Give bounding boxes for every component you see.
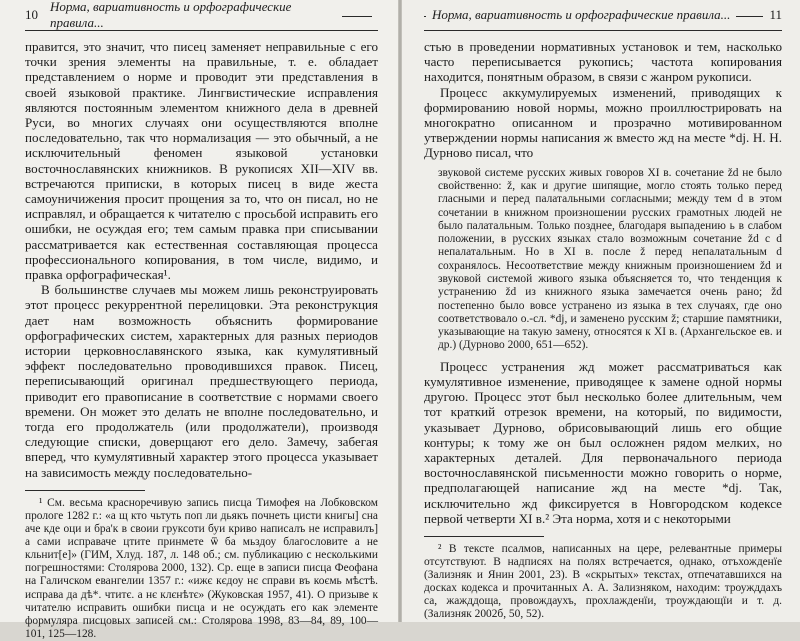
right-body-top [424,39,782,161]
header-rule-right [736,16,763,17]
footnote-rule [424,536,544,537]
footnote-1: ¹ См. весьма красноречивую запись писца Тимофея на Лобковском прологе 1282 г.: «а щ кто чьтуть поп ли дьякъ почнеть цисти книгы] сна аче кде оци и бра'к в своии груксоти буи криво написалъ не исправилъ] а сами исправаче цтите принмете ѿ ба мьздоу благословите а не кльнит[е]» (ГИМ, Хлуд. 187, л. 148 об.; см. публикацию с несколькими погрешностями: Столярова 2000, 132). Ср. еще в записи писца Феофана на Галичском евангелии 1357 г.: «ижє кєдоу нє справи въ коємь мѣстѣ. исправа да дѣ*. чтитє. а нє клєнѣтє» (Жуковская 1957, 41). О призыве к читателю исправить ошибки писца и не осуждать его как элементе формуляра писцовых записей см.: Столярова 1998, 83—84, 89, 100—101, 125—128. [25,496,378,640]
footnote-2: ² В тексте псалмов, написанных на цере, релевантные примеры отсутствуют. В надписях на полях встречается, однако, отъхожденїе (Зализняк и Янин 2001, 23). В «скрытых» текстах, отпечатавшихся на досках кодекса и прочитанных А. А. Зализняком, находим: троужддахъ са, жажддоща, провождаухъ, прохлажденїи, троуждающїи и т. д. (Зализняк 2002б, 50, 52). [424,543,782,621]
footnote-rule [25,490,145,491]
page-number-left: 10 [25,7,38,22]
page-number-right: 11 [769,7,782,22]
paragraph: В большинстве случаев мы можем лишь реконструировать этот процесс рекуррентной перелицовки. Эта реконструкция дает нам возможность объяснить формирование орфографических систем, характерных для разных периодов истории церковнославянского языка, как кумулятивный эффект последовательно проводившихся правок. Писец, переписывающий оригинал предшествующего периода, приводит его правописание в соответствие с нормами своего времени. Он может это делать не вполне последовательно, и тогда его продолжатель (или продолжатели), производя следующие списки, доверщают его дело. Замечу, забегая вперед, что кумулятивный характер этого процесса указывает на зависимость между последовательно- [25,282,378,480]
left-body [25,39,378,480]
header-rule-right-start [424,16,426,17]
running-title-left: Норма, вариативность и орфографические правила... [50,0,292,30]
header-rule-left-end [342,16,372,17]
running-title-right: Норма, вариативность и орфографические правила... [432,7,731,22]
right-page [402,0,800,622]
paragraph: Процесс устранения жд может рассматриваться как кумулятивное изменение, приводящее к замене одной нормы другою. Процесс этот был несколько более длительным, чем тот краткий отрезок времени, на который, по видимости, указывает Дурново, обрисовывающий лишь его общие контуры; к тому же он был осложнен рядом мелких, но характерных деталей. Для первоначального периода восточнославянской письменности можно говорить о норме, предполагающей написание жд на месте *dj. Так, исключительно жд фиксируется в Новгородском кодексе первой четверти XI в.² Эта норма, хотя и с некоторыми [424,358,782,526]
right-footnote [424,543,782,622]
block-quote [438,167,782,353]
left-footnote [25,497,378,641]
paragraph: стью в проведении нормативных установок и тем, насколько часто переписывается рукопись; частота копирования находится, понятным образом, в связи с жанром рукописи. [424,39,782,85]
quote-text: звуковой системе русских живых говоров XI в. сочетание žd не было свойственно: ž, как и другие шипящие, могло стоять только перед гласными и перед палатальными согласными; между тем d в этом сочетании в книжном произношении русских грамотных людей не было палатальным. Только позднее, благодаря выпадению ь в слабом положении, в русских языках стало возможным сочетание žd с d непалатальным. Но в XI в. после ž перед непалатальным d сохранялось. Несоответствие между книжным произношением žd и звуковой системой живого языка объясняется то, что тенденция к устранению žd из книжного языка замечается очень рано; žd постепенно было вовсе устранено из языка в тех случаях, где оно соответствовало о.-сл. *dj, и заменено русским ž; старшие памятники, указывающие на такую замену, относятся к XI в. (Архангельское ев. и др.) (Дурново 2000, 651—652). [438,166,782,352]
paragraph: Процесс аккумулируемых изменений, приводящих к формированию новой нормы, можно проиллюстрировать на многократно описанном и прозрачно мотивированном утверждении нормы написания ж вместо жд на месте *dj. Н. Н. Дурново писал, что [424,84,782,161]
left-running-head [25,0,378,31]
right-body-bottom [424,359,782,526]
right-running-head [424,0,782,31]
paragraph: правится, это значит, что писец заменяет неправильные с его точки зрения элементы на правильные, т. е. обладает представлением о норме и проводит эти представления в своей языковой практике. Лингвистические исправления являются постоянным элементом книжного дела в древней Руси, во многих случаях они осуществляются вполне последовательно, так что нормализация — это обычный, а не исключительный феномен языковой установки восточнославянских книжников. В рукописях XII—XIV вв. встречаются приписки, в которых писец в виде жеста самоуничижения просит прощения за то, что он писал, но не исправлял, и обращается к читателю с просьбой исправить его ошибки, не осуждая его; тем самым правка при списывании рассматривается как естественная составляющая процесса профессионального копирования, в том числе, видимо, и правка орфографическая¹. [25,39,378,283]
left-page [0,0,398,640]
